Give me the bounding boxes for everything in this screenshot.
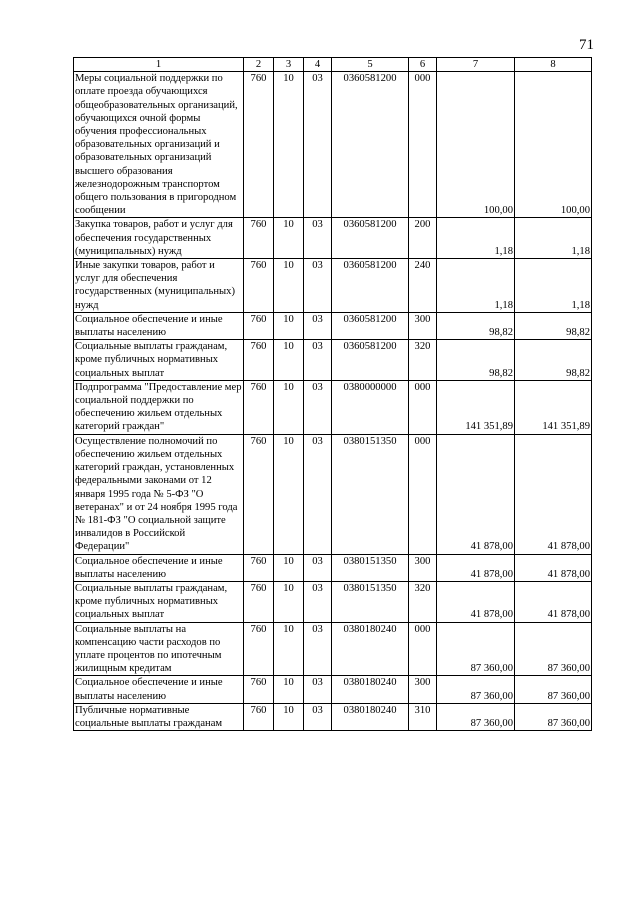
- amount-cell-col7: 1,18: [437, 259, 515, 313]
- page-number: 71: [579, 37, 594, 53]
- amount-cell-col7: 87 360,00: [437, 622, 515, 676]
- subsection-cell: 03: [304, 676, 332, 703]
- row-name-cell: Социальное обеспечение и иные выплаты населению: [74, 312, 244, 339]
- section-cell: 10: [274, 312, 304, 339]
- subsection-cell: 03: [304, 554, 332, 581]
- expense-type-cell: 240: [409, 259, 437, 313]
- expense-type-cell: 320: [409, 340, 437, 381]
- target-article-cell: 0360581200: [332, 340, 409, 381]
- expense-type-cell: 000: [409, 434, 437, 554]
- amount-cell-col8: 98,82: [515, 340, 592, 381]
- row-name-cell: Социальное обеспечение и иные выплаты населению: [74, 676, 244, 703]
- admin-code-cell: 760: [244, 72, 274, 218]
- amount-cell-col8: 87 360,00: [515, 703, 592, 730]
- amount-cell-col7: 87 360,00: [437, 703, 515, 730]
- table-row: [74, 703, 592, 730]
- target-article-cell: 0380000000: [332, 380, 409, 434]
- amount-cell-col7: 41 878,00: [437, 554, 515, 581]
- subsection-cell: 03: [304, 622, 332, 676]
- expense-type-cell: 310: [409, 703, 437, 730]
- amount-cell-col7: 1,18: [437, 218, 515, 259]
- subsection-cell: 03: [304, 259, 332, 313]
- budget-table: [73, 57, 592, 731]
- admin-code-cell: 760: [244, 259, 274, 313]
- header-cell: 1: [74, 58, 244, 72]
- header-cell: 6: [409, 58, 437, 72]
- amount-cell-col7: 41 878,00: [437, 434, 515, 554]
- section-cell: 10: [274, 72, 304, 218]
- row-name-cell: Публичные нормативные социальные выплаты гражданам: [74, 703, 244, 730]
- section-cell: 10: [274, 676, 304, 703]
- table-row: [74, 434, 592, 554]
- table-header-row: [74, 58, 592, 72]
- section-cell: 10: [274, 581, 304, 622]
- amount-cell-col8: 87 360,00: [515, 676, 592, 703]
- section-cell: 10: [274, 259, 304, 313]
- header-cell: 5: [332, 58, 409, 72]
- section-cell: 10: [274, 218, 304, 259]
- table-row: [74, 380, 592, 434]
- admin-code-cell: 760: [244, 434, 274, 554]
- target-article-cell: 0360581200: [332, 72, 409, 218]
- amount-cell-col8: 98,82: [515, 312, 592, 339]
- amount-cell-col8: 41 878,00: [515, 434, 592, 554]
- amount-cell-col8: 1,18: [515, 259, 592, 313]
- header-cell: 4: [304, 58, 332, 72]
- target-article-cell: 0360581200: [332, 218, 409, 259]
- admin-code-cell: 760: [244, 622, 274, 676]
- section-cell: 10: [274, 340, 304, 381]
- table-row: [74, 218, 592, 259]
- admin-code-cell: 760: [244, 554, 274, 581]
- section-cell: 10: [274, 380, 304, 434]
- amount-cell-col7: 98,82: [437, 312, 515, 339]
- target-article-cell: 0380180240: [332, 676, 409, 703]
- expense-type-cell: 000: [409, 72, 437, 218]
- header-cell: 8: [515, 58, 592, 72]
- subsection-cell: 03: [304, 703, 332, 730]
- expense-type-cell: 000: [409, 380, 437, 434]
- row-name-cell: Иные закупки товаров, работ и услуг для обеспечения государственных (муниципальных) нужд: [74, 259, 244, 313]
- expense-type-cell: 300: [409, 554, 437, 581]
- amount-cell-col7: 98,82: [437, 340, 515, 381]
- target-article-cell: 0380151350: [332, 434, 409, 554]
- amount-cell-col7: 100,00: [437, 72, 515, 218]
- section-cell: 10: [274, 434, 304, 554]
- subsection-cell: 03: [304, 218, 332, 259]
- amount-cell-col7: 87 360,00: [437, 676, 515, 703]
- admin-code-cell: 760: [244, 340, 274, 381]
- expense-type-cell: 200: [409, 218, 437, 259]
- section-cell: 10: [274, 622, 304, 676]
- table-row: [74, 554, 592, 581]
- table-row: [74, 72, 592, 218]
- table-row: [74, 312, 592, 339]
- target-article-cell: 0380151350: [332, 554, 409, 581]
- amount-cell-col8: 1,18: [515, 218, 592, 259]
- expense-type-cell: 300: [409, 676, 437, 703]
- expense-type-cell: 000: [409, 622, 437, 676]
- target-article-cell: 0360581200: [332, 312, 409, 339]
- amount-cell-col8: 87 360,00: [515, 622, 592, 676]
- admin-code-cell: 760: [244, 218, 274, 259]
- target-article-cell: 0360581200: [332, 259, 409, 313]
- row-name-cell: Подпрограмма "Предоставление мер социальной поддержки по обеспечению жильем отдельных категорий граждан": [75, 381, 242, 433]
- row-name-cell: Осуществление полномочий по обеспечению жильем отдельных категорий граждан, установленных федеральными законами от 12 января 1995 года № 5-ФЗ "О ветеранах" и от 24 ноября 1995 года № 181-ФЗ "О социальной защите инвалидов в Российской Федерации": [74, 434, 244, 554]
- section-cell: 10: [274, 703, 304, 730]
- amount-cell-col8: 100,00: [515, 72, 592, 218]
- subsection-cell: 03: [304, 72, 332, 218]
- row-name-cell: Социальное обеспечение и иные выплаты населению: [74, 554, 244, 581]
- header-cell: 7: [437, 58, 515, 72]
- target-article-cell: 0380151350: [332, 581, 409, 622]
- target-article-cell: 0380180240: [332, 622, 409, 676]
- amount-cell-col8: 141 351,89: [515, 380, 592, 434]
- amount-cell-col7: 41 878,00: [437, 581, 515, 622]
- target-article-cell: 0380180240: [332, 703, 409, 730]
- row-name-cell: Социальные выплаты на компенсацию части расходов по уплате процентов по ипотечным жилищным кредитам: [74, 622, 244, 676]
- table-row: [74, 676, 592, 703]
- subsection-cell: 03: [304, 380, 332, 434]
- admin-code-cell: 760: [244, 581, 274, 622]
- row-name-cell: Социальные выплаты гражданам, кроме публичных нормативных социальных выплат: [74, 581, 244, 622]
- amount-cell-col8: 41 878,00: [515, 554, 592, 581]
- admin-code-cell: 760: [244, 703, 274, 730]
- expense-type-cell: 320: [409, 581, 437, 622]
- subsection-cell: 03: [304, 581, 332, 622]
- row-name-cell: Закупка товаров, работ и услуг для обеспечения государственных (муниципальных) нужд: [74, 218, 244, 259]
- section-cell: 10: [274, 554, 304, 581]
- expense-type-cell: 300: [409, 312, 437, 339]
- admin-code-cell: 760: [244, 380, 274, 434]
- row-name-cell: Меры социальной поддержки по оплате проезда обучающихся общеобразовательных организаций, обучающихся очной формы обучения профессиональных образовательных организаций и образовательных организаций высшего образования железнодорожным транспортом общего пользования в пригородном сообщении: [74, 72, 244, 218]
- table-row: [74, 340, 592, 381]
- header-cell: 2: [244, 58, 274, 72]
- subsection-cell: 03: [304, 340, 332, 381]
- table-row: [74, 622, 592, 676]
- amount-cell-col7: 141 351,89: [437, 380, 515, 434]
- row-name-cell: Социальные выплаты гражданам, кроме публичных нормативных социальных выплат: [74, 340, 244, 381]
- admin-code-cell: 760: [244, 676, 274, 703]
- amount-cell-col8: 41 878,00: [515, 581, 592, 622]
- admin-code-cell: 760: [244, 312, 274, 339]
- table-row: [74, 581, 592, 622]
- subsection-cell: 03: [304, 434, 332, 554]
- subsection-cell: 03: [304, 312, 332, 339]
- header-cell: 3: [274, 58, 304, 72]
- table-row: [74, 259, 592, 313]
